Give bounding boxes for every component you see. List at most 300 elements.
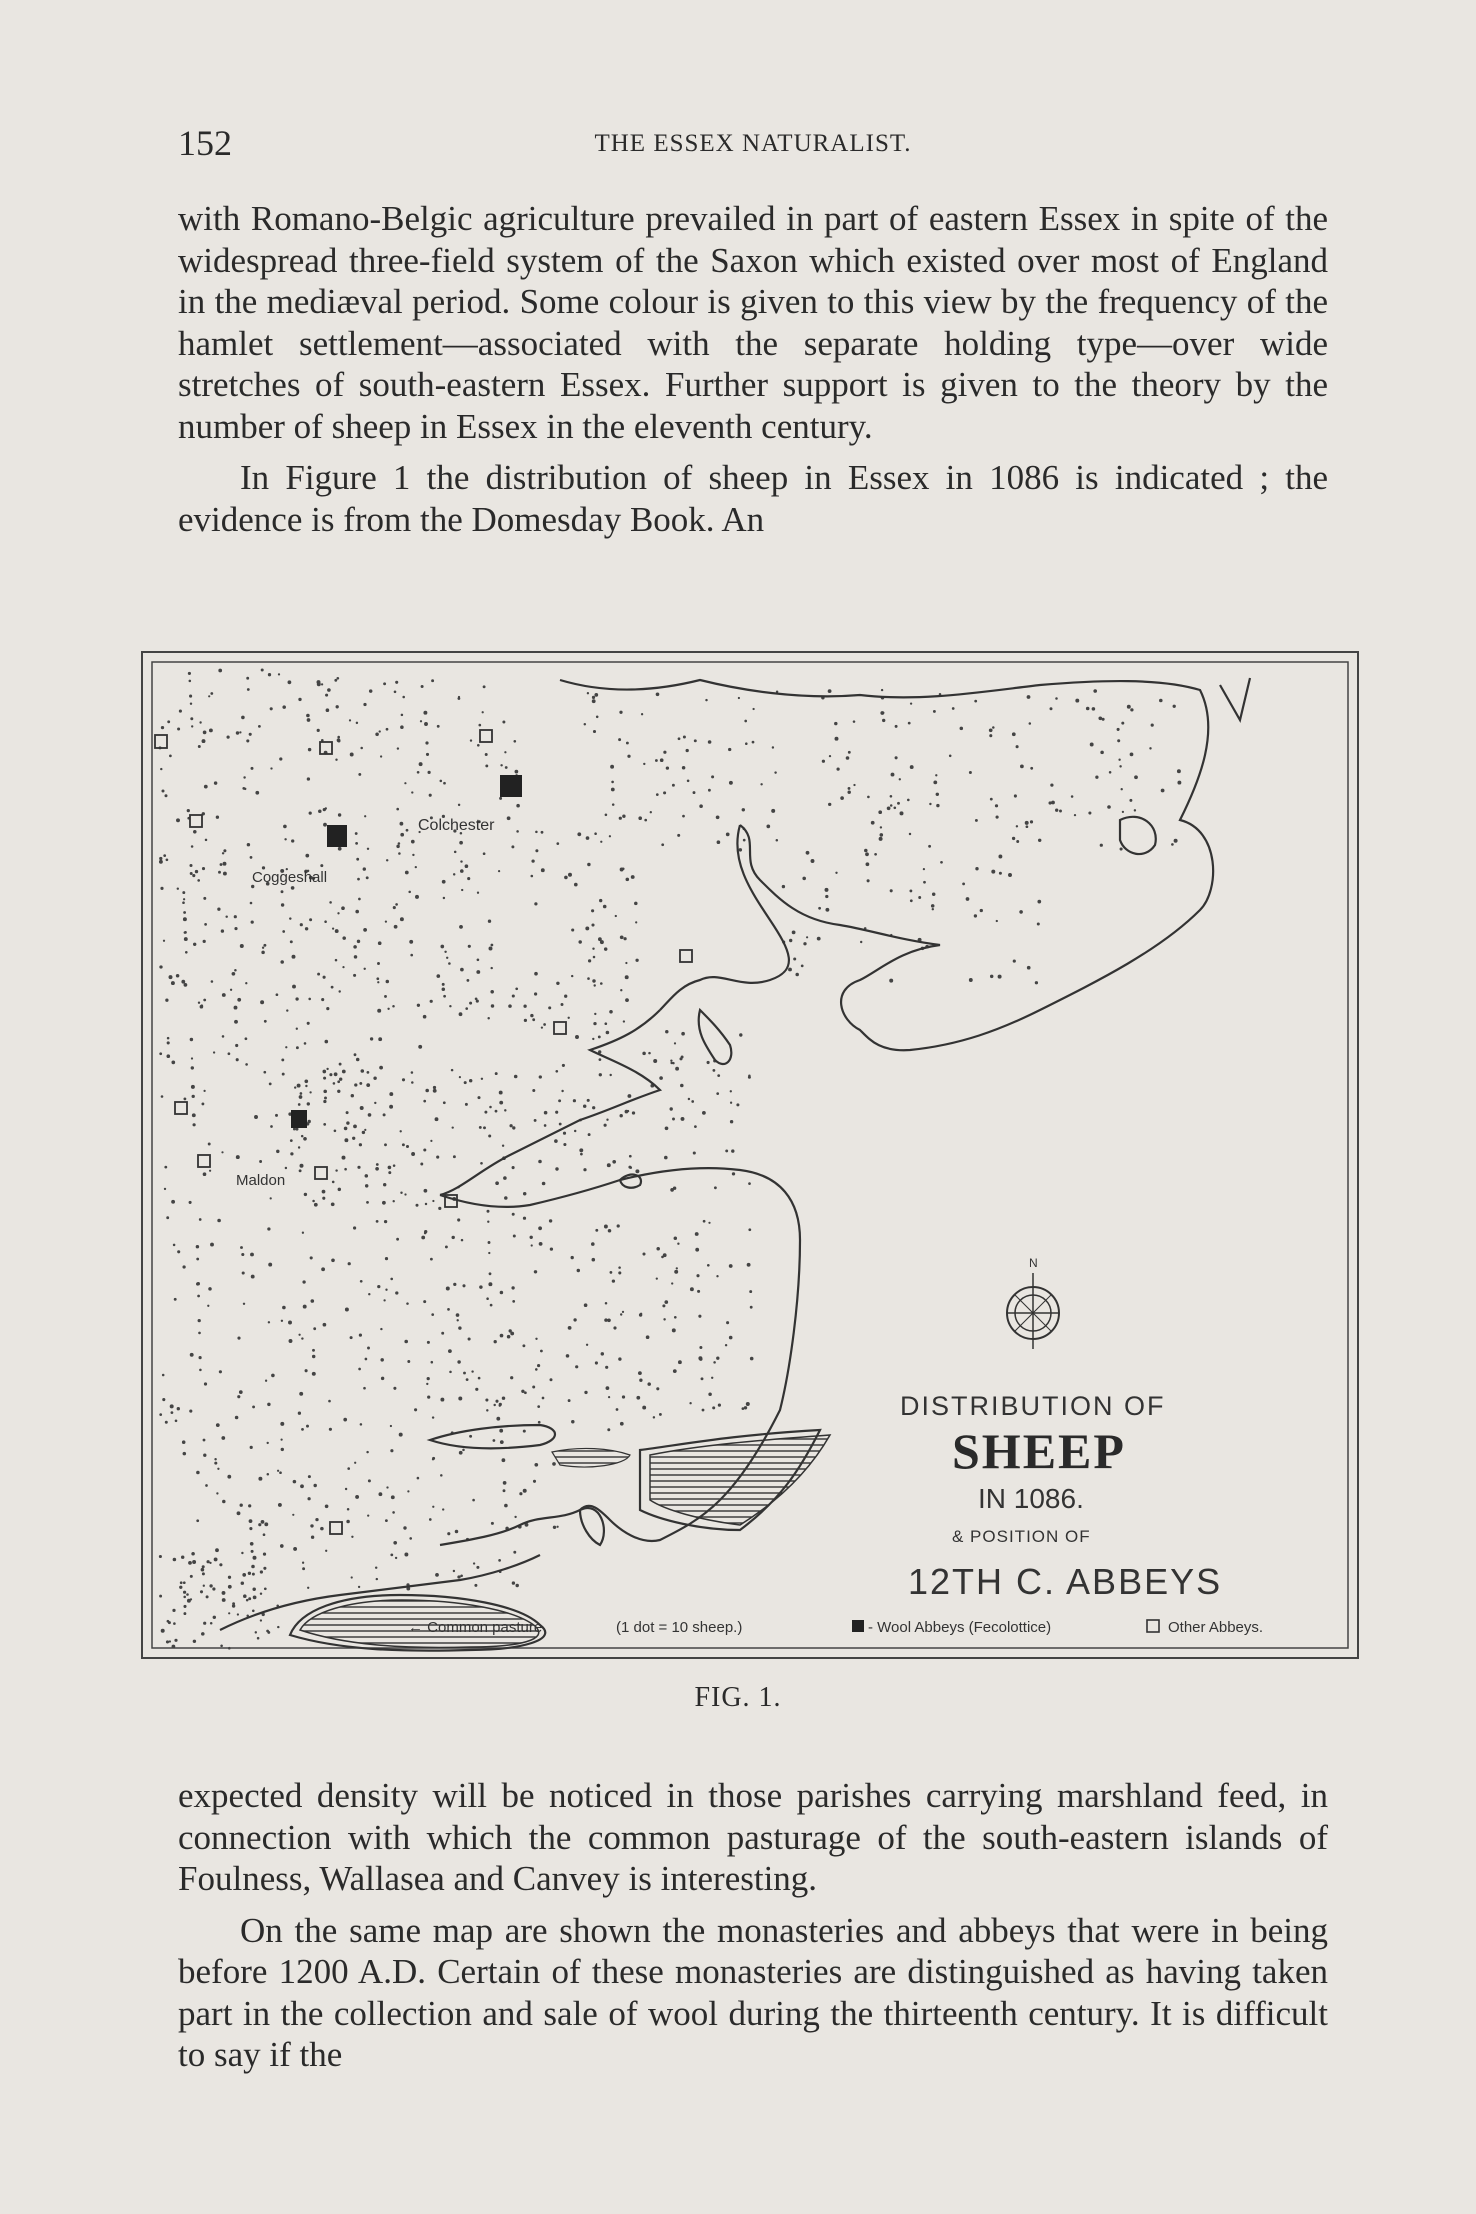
sheep-dot	[357, 878, 360, 881]
sheep-dot	[236, 1058, 239, 1061]
sheep-dot	[187, 809, 190, 812]
sheep-dot	[442, 983, 445, 986]
sheep-dot	[298, 1412, 301, 1415]
sheep-dot	[162, 1374, 165, 1377]
sheep-dot	[462, 1449, 465, 1452]
sheep-dot	[635, 959, 638, 962]
sheep-dot	[663, 1318, 665, 1320]
sheep-dot	[846, 756, 850, 760]
sheep-dot	[618, 1357, 621, 1360]
sheep-dot	[324, 1097, 327, 1100]
sheep-dot	[305, 1085, 307, 1087]
sheep-dot	[543, 1023, 546, 1026]
sheep-dot	[717, 1074, 720, 1077]
sheep-dot	[303, 1137, 307, 1141]
sheep-dot	[1029, 722, 1032, 725]
sheep-dot	[209, 1170, 211, 1172]
sheep-dot	[726, 1321, 729, 1324]
sheep-dot	[325, 1040, 329, 1044]
sheep-dot	[744, 1406, 747, 1409]
sheep-dot	[508, 1004, 512, 1008]
sheep-dot	[307, 1497, 310, 1500]
sheep-dot	[183, 898, 185, 900]
sheep-dot	[449, 1371, 452, 1374]
sheep-dot	[1127, 705, 1131, 709]
sheep-dot	[555, 1111, 558, 1114]
sheep-dot	[294, 1086, 296, 1088]
sheep-dot	[1020, 765, 1024, 769]
sheep-dot	[541, 868, 545, 872]
legend-common-pasture: ← Common pasture	[408, 1619, 543, 1636]
sheep-dot	[443, 995, 446, 998]
sheep-dot	[251, 1565, 255, 1569]
sheep-dot	[460, 1574, 463, 1577]
sheep-dot	[412, 854, 414, 856]
sheep-dot	[196, 1258, 199, 1261]
sheep-dot	[172, 1645, 176, 1649]
sheep-dot	[499, 797, 502, 800]
sheep-dot	[670, 1060, 672, 1062]
sheep-dot	[923, 868, 925, 870]
sheep-dot	[366, 1201, 369, 1204]
sheep-dot	[249, 733, 252, 736]
sheep-dot	[203, 1439, 206, 1442]
sheep-dot	[400, 833, 404, 837]
sheep-dot	[258, 1523, 261, 1526]
sheep-dot	[432, 1416, 434, 1418]
sheep-dot	[234, 927, 237, 930]
other-abbey	[175, 1102, 187, 1114]
sheep-dot	[483, 685, 486, 688]
sheep-dot	[360, 747, 363, 750]
sheep-dot	[353, 974, 356, 977]
sheep-dot	[384, 1143, 387, 1146]
sheep-dot	[996, 920, 998, 922]
sheep-dot	[457, 1319, 459, 1321]
sheep-dot	[164, 1188, 166, 1190]
sheep-dot	[281, 1448, 284, 1451]
sheep-dot	[461, 889, 463, 891]
sheep-dot	[203, 1454, 206, 1457]
sheep-dot	[298, 1103, 301, 1106]
sheep-dot	[931, 904, 935, 908]
sheep-dot	[383, 1183, 386, 1186]
sheep-dot	[401, 714, 404, 717]
sheep-dot	[593, 984, 595, 986]
sheep-dot	[663, 791, 666, 794]
sheep-dot	[395, 1557, 397, 1559]
sheep-dot	[377, 1285, 380, 1288]
map-title-sheep: SHEEP	[952, 1423, 1126, 1479]
sheep-dot	[485, 753, 488, 756]
sheep-dot	[696, 1274, 699, 1277]
sheep-dot	[307, 1022, 310, 1025]
sheep-dot	[550, 1378, 553, 1381]
sheep-dot	[203, 940, 206, 943]
sheep-dot	[449, 1005, 451, 1007]
sheep-dot	[641, 713, 643, 715]
sheep-dot	[421, 1236, 425, 1240]
sheep-dot	[190, 717, 193, 720]
sheep-dot	[1014, 794, 1017, 797]
sheep-dot	[339, 1063, 342, 1066]
sheep-dot	[697, 1290, 700, 1293]
sheep-dot	[624, 937, 627, 940]
other-abbey	[554, 1022, 566, 1034]
sheep-dot	[473, 1562, 475, 1564]
sheep-dot	[436, 1156, 439, 1159]
sheep-dot	[502, 1458, 506, 1462]
sheep-dot	[665, 1030, 668, 1033]
sheep-dot	[406, 1145, 409, 1148]
sheep-dot	[634, 902, 638, 906]
sheep-dot	[176, 974, 180, 978]
sheep-dot	[171, 1200, 175, 1204]
sheep-dot	[255, 791, 259, 795]
sheep-dot	[716, 1357, 719, 1360]
label-coggeshall: Coggeshall	[252, 869, 328, 886]
sheep-dot	[502, 1144, 504, 1146]
sheep-dot	[584, 1303, 588, 1307]
sheep-dot	[443, 1101, 446, 1104]
sheep-dot	[356, 858, 359, 861]
sheep-dot	[365, 1174, 369, 1178]
sheep-dot	[619, 711, 622, 714]
sheep-dot	[377, 1009, 381, 1013]
sheep-dot	[263, 1552, 266, 1555]
sheep-dot	[182, 1265, 185, 1268]
sheep-dot	[291, 886, 295, 890]
sheep-dot	[699, 1346, 702, 1349]
sheep-dot	[615, 915, 617, 917]
sheep-dot	[217, 908, 220, 911]
sheep-dot	[260, 1570, 263, 1573]
sheep-dot	[483, 1126, 486, 1129]
sheep-dot	[1030, 767, 1033, 770]
sheep-dot	[192, 1095, 195, 1098]
sheep-dot	[201, 1568, 205, 1572]
sheep-dot	[1098, 716, 1102, 720]
sheep-dot	[420, 720, 422, 722]
sheep-dot	[385, 1257, 388, 1260]
sheep-dot	[264, 1020, 267, 1023]
sheep-dot	[302, 1567, 305, 1570]
sheep-dot	[246, 677, 249, 680]
sheep-dot	[499, 1429, 503, 1433]
sheep-dot	[532, 1018, 535, 1021]
sheep-dot	[290, 1152, 293, 1155]
sheep-dot	[338, 847, 342, 851]
sheep-dot	[512, 1581, 515, 1584]
sheep-dot	[332, 1181, 335, 1184]
sheep-dot	[1055, 809, 1058, 812]
sheep-dot	[250, 856, 253, 859]
sheep-dot	[423, 1300, 426, 1303]
sheep-dot	[650, 811, 652, 813]
sheep-dot	[190, 872, 193, 875]
sheep-dot	[417, 771, 420, 774]
sheep-dot	[1055, 697, 1058, 700]
sheep-dot	[455, 1530, 459, 1534]
sheep-dot	[246, 739, 249, 742]
sheep-dot	[183, 1612, 186, 1615]
sheep-dot	[307, 718, 311, 722]
sheep-dot	[428, 771, 431, 774]
sheep-dot	[441, 1332, 444, 1335]
sheep-dot	[445, 1245, 448, 1248]
sheep-dot	[377, 962, 380, 965]
sheep-dot	[304, 1079, 308, 1083]
sheep-dot	[423, 1015, 427, 1019]
sheep-dot	[499, 1101, 503, 1105]
sheep-dot	[237, 998, 241, 1002]
sheep-dot	[268, 673, 271, 676]
sheep-dot	[604, 1124, 607, 1127]
sheep-dot	[199, 1218, 202, 1221]
sheep-dot	[184, 937, 188, 941]
sheep-dot	[642, 1052, 646, 1056]
sheep-dot	[309, 811, 312, 814]
sheep-dot	[302, 1562, 304, 1564]
sheep-dot	[874, 853, 877, 856]
sheep-dot	[485, 764, 488, 767]
sheep-dot	[351, 1576, 353, 1578]
sheep-dot	[571, 975, 573, 977]
sheep-dot	[674, 1316, 677, 1319]
sheep-dot	[523, 1217, 526, 1220]
sheep-dot	[279, 757, 282, 760]
sheep-dot	[209, 1584, 212, 1587]
sheep-dot	[263, 944, 266, 947]
sheep-dot	[588, 959, 591, 962]
sheep-dot	[860, 941, 862, 943]
sheep-dot	[267, 1227, 270, 1230]
sheep-dot	[728, 748, 731, 751]
sheep-dot	[311, 1536, 314, 1539]
sheep-dot	[196, 1471, 200, 1475]
sheep-dot	[329, 901, 332, 904]
sheep-dot	[204, 1382, 207, 1385]
sheep-dot	[367, 848, 369, 850]
sheep-dot	[585, 926, 589, 930]
sheep-dot	[358, 773, 361, 776]
sheep-dot	[475, 1388, 478, 1391]
sheep-dot	[214, 1557, 218, 1561]
sheep-dot	[438, 1207, 441, 1210]
sheep-dot	[364, 968, 366, 970]
sheep-dot	[703, 1220, 706, 1223]
sheep-dot	[295, 997, 298, 1000]
sheep-dot	[179, 1586, 182, 1589]
sheep-dot	[774, 771, 776, 773]
sheep-dot	[440, 1474, 443, 1477]
sheep-dot	[504, 1504, 508, 1508]
sheep-dot	[324, 920, 327, 923]
sheep-dot	[638, 816, 642, 820]
sheep-dot	[653, 1059, 657, 1063]
sheep-dot	[398, 852, 401, 855]
sheep-dot	[495, 1400, 498, 1403]
sheep-dot	[822, 760, 825, 763]
sheep-dot	[620, 989, 622, 991]
sheep-dot	[392, 1511, 395, 1514]
sheep-dot	[391, 1495, 395, 1499]
sheep-dot	[351, 1094, 354, 1097]
sheep-dot	[299, 1169, 302, 1172]
sheep-dot	[1090, 743, 1094, 747]
sheep-dot	[688, 1098, 690, 1100]
sheep-dot	[561, 1003, 564, 1006]
sheep-dot	[346, 1121, 349, 1124]
sheep-dot	[159, 860, 163, 864]
sheep-dot	[671, 1282, 673, 1284]
sheep-dot	[682, 815, 685, 818]
sheep-dot	[301, 1428, 304, 1431]
sheep-dot	[230, 989, 232, 991]
sheep-dot	[404, 1553, 408, 1557]
sheep-dot	[661, 1256, 664, 1259]
sheep-dot	[312, 1372, 316, 1376]
sheep-dot	[170, 1404, 174, 1408]
sheep-dot	[1012, 837, 1015, 840]
sheep-dot	[642, 1406, 646, 1410]
sheep-dot	[663, 751, 666, 754]
sheep-dot	[563, 1132, 566, 1135]
sheep-dot	[343, 1418, 347, 1422]
sheep-dot	[664, 1156, 668, 1160]
sheep-dot	[390, 1554, 393, 1557]
sheep-dot	[296, 1046, 299, 1049]
sheep-dot	[1016, 825, 1018, 827]
sheep-dot	[1037, 922, 1040, 925]
sheep-dot	[292, 1514, 294, 1516]
sheep-dot	[222, 1500, 226, 1504]
sheep-dot	[574, 883, 578, 887]
sheep-dot	[554, 1139, 558, 1143]
sheep-dot	[694, 1125, 697, 1128]
sheep-dot	[481, 1078, 483, 1080]
sheep-dot	[504, 1109, 506, 1111]
sheep-dot	[553, 1526, 556, 1529]
sheep-dot	[792, 931, 796, 935]
legend-wool-abbeys: - Wool Abbeys (Fecolottice)	[868, 1619, 1052, 1636]
sheep-dot	[540, 1350, 543, 1353]
sheep-dot	[171, 1061, 175, 1065]
sheep-dot	[162, 1398, 165, 1401]
sheep-dot	[726, 833, 730, 837]
sheep-dot	[356, 722, 358, 724]
sheep-dot	[225, 915, 227, 917]
sheep-dot	[447, 1308, 450, 1311]
sheep-dot	[241, 1552, 243, 1554]
sheep-dot	[386, 1486, 388, 1488]
sheep-dot	[250, 902, 253, 905]
sheep-dot	[620, 1313, 622, 1315]
sheep-dot	[479, 1285, 482, 1288]
sheep-dot	[587, 977, 590, 980]
sheep-dot	[415, 866, 417, 868]
sheep-dot	[342, 1156, 346, 1160]
sheep-dot	[296, 1028, 298, 1030]
sheep-dot	[563, 1143, 566, 1146]
sheep-dot	[969, 771, 972, 774]
sheep-dot	[166, 858, 169, 861]
sheep-dot	[679, 1057, 682, 1060]
sheep-dot	[282, 705, 286, 709]
sheep-dot	[642, 1252, 645, 1255]
sheep-dot	[725, 1149, 728, 1152]
sheep-dot	[646, 1335, 650, 1339]
sheep-dot	[209, 1562, 211, 1564]
sheep-dot	[731, 1149, 734, 1152]
sheep-dot	[512, 994, 515, 997]
sheep-dot	[255, 1631, 257, 1633]
sheep-dot	[739, 848, 742, 851]
sheep-dot	[598, 937, 602, 941]
sheep-dot	[342, 966, 344, 968]
sheep-dot	[1122, 811, 1124, 813]
sheep-dot	[258, 725, 261, 728]
sheep-dot	[793, 957, 796, 960]
sheep-dot	[374, 1102, 376, 1104]
sheep-dot	[431, 1313, 434, 1316]
sheep-dot	[818, 907, 821, 910]
sheep-dot	[909, 833, 911, 835]
sheep-dot	[227, 736, 230, 739]
sheep-dot	[406, 1302, 409, 1305]
sheep-dot	[627, 1094, 631, 1098]
other-abbey	[330, 1522, 342, 1534]
sheep-dot	[1129, 799, 1132, 802]
sheep-dot	[210, 692, 213, 695]
sheep-dot	[899, 778, 901, 780]
sheep-dot	[251, 1550, 254, 1553]
sheep-dot	[871, 821, 875, 825]
sheep-dot	[750, 1357, 754, 1361]
sheep-dot	[425, 1203, 427, 1205]
sheep-dot	[1120, 847, 1123, 850]
sheep-dot	[193, 1640, 196, 1643]
sheep-dot	[702, 1409, 705, 1412]
sheep-dot	[998, 975, 1002, 979]
sheep-dot	[625, 975, 629, 979]
sheep-dot	[198, 1002, 200, 1004]
sheep-dot	[190, 1038, 193, 1041]
sheep-dot	[534, 992, 537, 995]
sheep-dot	[409, 1537, 412, 1540]
sheep-dot	[380, 1328, 382, 1330]
sheep-dot	[183, 1591, 186, 1594]
sheep-dot	[213, 1051, 215, 1053]
sheep-dot	[866, 862, 870, 866]
sheep-dot	[427, 1377, 430, 1380]
sheep-dot	[257, 1637, 260, 1640]
sheep-dot	[213, 1616, 216, 1619]
sheep-dot	[835, 737, 839, 741]
sheep-dot	[458, 1326, 461, 1329]
sheep-dot	[222, 1598, 226, 1602]
sheep-dot	[184, 931, 187, 934]
sheep-dot	[460, 869, 464, 873]
sheep-dot	[593, 730, 596, 733]
sheep-dot	[1016, 745, 1019, 748]
sheep-dot	[243, 776, 245, 778]
sheep-dot	[802, 877, 806, 881]
sheep-dot	[478, 724, 481, 727]
sheep-dot	[476, 1566, 479, 1569]
sheep-dot	[265, 1380, 267, 1382]
sheep-dot	[267, 1473, 270, 1476]
